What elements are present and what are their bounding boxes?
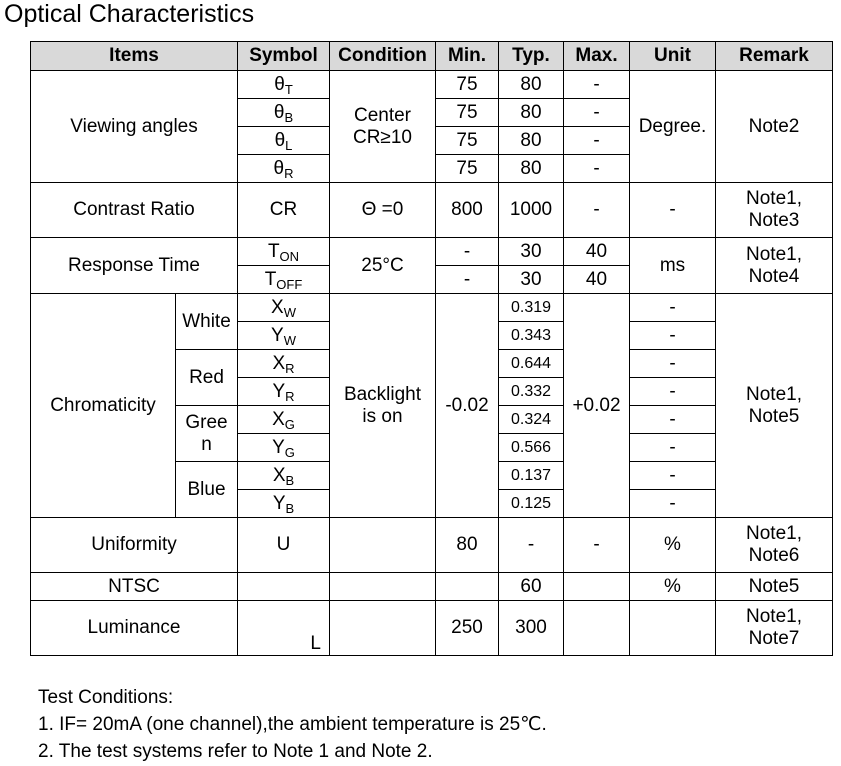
color-label-green: Gree n — [176, 406, 238, 462]
max-cell: 40 — [564, 238, 630, 266]
unit-cell: - — [630, 434, 716, 462]
unit-cell: % — [630, 518, 716, 573]
header-remark: Remark — [716, 42, 833, 71]
response-time-item: Response Time — [31, 238, 238, 294]
color-label-red: Red — [176, 350, 238, 406]
unit-cell: - — [630, 490, 716, 518]
symbol-cell: $X_G$ — [238, 406, 330, 434]
condition-cell: Θ =0 — [330, 183, 436, 238]
ntsc-item: NTSC — [31, 573, 238, 601]
unit-cell: % — [630, 573, 716, 601]
remark-cell: Note1, Note3 — [716, 183, 833, 238]
condition-cell — [330, 573, 436, 601]
chromaticity-min: -0.02 — [436, 294, 499, 518]
symbol-cell: $Y_B$ — [238, 490, 330, 518]
header-min: Min. — [436, 42, 499, 71]
contrast-ratio-item: Contrast Ratio — [31, 183, 238, 238]
typ-cell: 0.319 — [499, 294, 564, 322]
typ-cell: 0.332 — [499, 378, 564, 406]
unit-cell: - — [630, 378, 716, 406]
symbol-cell: $\theta_R$ — [238, 155, 330, 183]
test-conditions — [38, 684, 547, 765]
typ-cell: 0.343 — [499, 322, 564, 350]
symbol-cell: $X_R$ — [238, 350, 330, 378]
min-cell: 75 — [436, 99, 499, 127]
typ-cell: 0.125 — [499, 490, 564, 518]
max-cell: - — [564, 518, 630, 573]
viewing-angles-item: Viewing angles — [31, 71, 238, 183]
condition-cell — [330, 601, 436, 656]
symbol-cell: $Y_G$ — [238, 434, 330, 462]
response-unit: ms — [630, 238, 716, 294]
min-cell: 75 — [436, 127, 499, 155]
test-condition-line: 2. The test systems refer to Note 1 and Note 2. — [38, 741, 433, 762]
typ-cell: 1000 — [499, 183, 564, 238]
typ-cell: 80 — [499, 127, 564, 155]
symbol-cell: $Y_W$ — [238, 322, 330, 350]
max-cell: - — [564, 127, 630, 155]
table-row — [31, 294, 833, 322]
symbol-cell: $T_{OFF}$ — [238, 266, 330, 294]
table-row — [31, 238, 833, 266]
unit-cell — [630, 601, 716, 656]
unit-cell: - — [630, 322, 716, 350]
condition-cell — [330, 518, 436, 573]
header-row — [31, 42, 833, 71]
viewing-condition: Center CR≥10 — [330, 71, 436, 183]
chromaticity-item: Chromaticity — [31, 294, 176, 518]
unit-cell: - — [630, 350, 716, 378]
header-symbol: Symbol — [238, 42, 330, 71]
remark-cell: Note1, Note7 — [716, 601, 833, 656]
min-cell: - — [436, 266, 499, 294]
table-row — [31, 183, 833, 238]
color-label-blue: Blue — [176, 462, 238, 518]
table-row — [31, 71, 833, 99]
min-cell: 75 — [436, 155, 499, 183]
min-cell: - — [436, 238, 499, 266]
uniformity-item: Uniformity — [31, 518, 238, 573]
typ-cell: - — [499, 518, 564, 573]
typ-cell: 30 — [499, 238, 564, 266]
header-typ: Typ. — [499, 42, 564, 71]
chromaticity-condition: Backlight is on — [330, 294, 436, 518]
symbol-cell: L — [238, 601, 330, 656]
typ-cell: 300 — [499, 601, 564, 656]
unit-cell: - — [630, 183, 716, 238]
typ-cell: 0.644 — [499, 350, 564, 378]
typ-cell: 0.137 — [499, 462, 564, 490]
test-conditions-heading: Test Conditions: — [38, 687, 174, 708]
viewing-remark: Note2 — [716, 71, 833, 183]
symbol-cell: $\theta_T$ — [238, 71, 330, 99]
symbol-cell: $\theta_L$ — [238, 127, 330, 155]
remark-cell: Note5 — [716, 573, 833, 601]
max-cell: - — [564, 71, 630, 99]
header-items: Items — [31, 42, 238, 71]
symbol-cell: $X_B$ — [238, 462, 330, 490]
remark-cell: Note1, Note6 — [716, 518, 833, 573]
max-cell: - — [564, 183, 630, 238]
test-condition-line: 1. IF= 20mA (one channel),the ambient temperature is 25℃. — [38, 714, 547, 735]
min-cell: 80 — [436, 518, 499, 573]
color-label-white: White — [176, 294, 238, 350]
chromaticity-max: +0.02 — [564, 294, 630, 518]
max-cell — [564, 601, 630, 656]
table-row — [31, 601, 833, 656]
response-condition: 25°C — [330, 238, 436, 294]
unit-cell: - — [630, 294, 716, 322]
min-cell: 75 — [436, 71, 499, 99]
header-unit: Unit — [630, 42, 716, 71]
symbol-cell: U — [238, 518, 330, 573]
typ-cell: 0.324 — [499, 406, 564, 434]
max-cell: - — [564, 155, 630, 183]
page-title: Optical Characteristics — [4, 0, 255, 28]
symbol-cell: CR — [238, 183, 330, 238]
symbol-cell: $X_W$ — [238, 294, 330, 322]
table-row — [31, 573, 833, 601]
header-max: Max. — [564, 42, 630, 71]
unit-cell: - — [630, 462, 716, 490]
max-cell: 40 — [564, 266, 630, 294]
chromaticity-remark: Note1, Note5 — [716, 294, 833, 518]
typ-cell: 30 — [499, 266, 564, 294]
response-remark: Note1, Note4 — [716, 238, 833, 294]
header-condition: Condition — [330, 42, 436, 71]
luminance-item: Luminance — [31, 601, 238, 656]
typ-cell: 80 — [499, 99, 564, 127]
typ-cell: 80 — [499, 155, 564, 183]
table-row — [31, 518, 833, 573]
min-cell: 250 — [436, 601, 499, 656]
symbol-cell: $Y_R$ — [238, 378, 330, 406]
max-cell: - — [564, 99, 630, 127]
symbol-cell: $\theta_B$ — [238, 99, 330, 127]
max-cell — [564, 573, 630, 601]
typ-cell: 60 — [499, 573, 564, 601]
symbol-cell: $T_{ON}$ — [238, 238, 330, 266]
symbol-cell — [238, 573, 330, 601]
min-cell — [436, 573, 499, 601]
min-cell: 800 — [436, 183, 499, 238]
viewing-unit: Degree. — [630, 71, 716, 183]
optical-characteristics-table — [30, 41, 833, 656]
typ-cell: 0.566 — [499, 434, 564, 462]
typ-cell: 80 — [499, 71, 564, 99]
unit-cell: - — [630, 406, 716, 434]
